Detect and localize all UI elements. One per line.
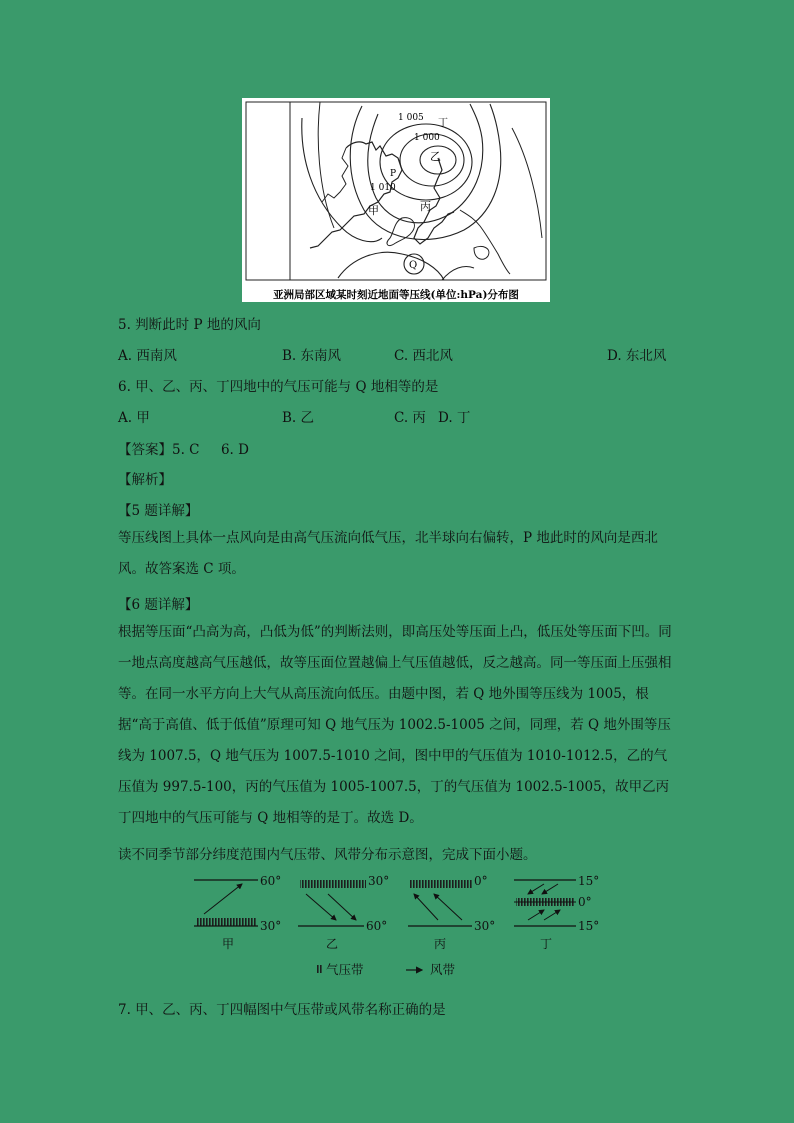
q7-stem: 7. 甲、乙、丙、丁四幅图中气压带或风带名称正确的是 <box>118 1002 446 1018</box>
q5-option-c[interactable]: C. 西北风 <box>394 348 453 364</box>
panel-ding-mid-label: 0° <box>578 895 592 909</box>
isobar-map <box>242 98 550 302</box>
panel-ding-top-label: 15° <box>578 874 600 888</box>
q5-options <box>118 344 678 364</box>
q6-option-a[interactable]: A. 甲 <box>118 410 150 426</box>
panel-yi <box>298 874 389 951</box>
panel-jia-top-label: 60° <box>260 874 282 888</box>
panel-bing-name: 丙 <box>434 937 447 951</box>
q5-option-d[interactable]: D. 东北风 <box>607 348 667 364</box>
q5-option-a[interactable]: A. 西南风 <box>118 348 177 364</box>
q6-stem: 6. 甲、乙、丙、丁四地中的气压可能与 Q 地相等的是 <box>118 379 439 395</box>
panel-jia-name: 甲 <box>222 937 235 951</box>
intro-text: 读不同季节部分纬度范围内气压带、风带分布示意图，完成下面小题。 <box>118 847 537 863</box>
legend-belt-label: 气压带 <box>326 962 364 977</box>
q6-option-b[interactable]: B. 乙 <box>282 410 315 426</box>
panel-ding-name: 丁 <box>540 937 553 951</box>
figure1-caption: 亚洲局部区域某时刻近地面等压线(单位:hPa)分布图 <box>273 289 519 301</box>
q6-option-d[interactable]: D. 丁 <box>438 410 471 426</box>
legend-belt-swatch <box>316 965 322 973</box>
label-p: P <box>390 169 397 179</box>
q6-options <box>118 406 678 426</box>
panel-jia-bottom-label: 30° <box>260 919 282 933</box>
legend-wind-label: 风带 <box>430 962 456 977</box>
label-1010: 1 010 <box>370 183 396 193</box>
q5-stem: 5. 判断此时 P 地的风向 <box>118 317 261 333</box>
panel-jia <box>194 874 281 951</box>
panel-ding-bottom-label: 15° <box>578 919 600 933</box>
label-jia: 甲 <box>368 204 379 217</box>
detail-6-text: 根据等压面“凸高为高，凸低为低”的判断法则，即高压处等压面上凸，低压处等压面下凹。同一地点高度越高气压越低，故等压面位置越偏上气压值越低，反之越高。同一等压面上压强相等。在同一水平方向上大气从高压流向低压。由题中图，若 Q 地外围等压线为 1005，根据“高于高值、低于低值”原理可知 Q 地气压为 1002.5-1005 之间，同理，若 Q 地外围等压线为 1007.5，Q 地气压为 1007.5-1010 之间，图中甲的气压值为 1010-1012.5，乙的气压值为 997.5-100，丙的气压值为 1005-1007.5，丁的气压值为 1002.5-1005，故甲乙丙丁四地中的气压可能与 Q 地相等的是丁。故选 D。 <box>118 624 672 826</box>
label-yi: 乙 <box>430 150 441 163</box>
panel-bing-top-label: 0° <box>474 874 488 888</box>
label-1000: 1 000 <box>414 133 440 143</box>
detail-5-title: 【5 题详解】 <box>118 503 199 519</box>
label-q: Q <box>409 260 418 271</box>
pressure-wind-belts-figure <box>188 868 608 983</box>
belts-legend <box>316 962 456 977</box>
panel-yi-name: 乙 <box>326 937 339 951</box>
answer-line: 【答案】5. C 6. D <box>118 442 249 458</box>
panel-bing <box>408 874 495 951</box>
label-1005: 1 005 <box>398 113 424 123</box>
panel-bing-bottom-label: 30° <box>474 919 496 933</box>
analysis-title: 【解析】 <box>118 472 172 488</box>
label-bing: 丙 <box>420 200 431 213</box>
panel-yi-bottom-label: 60° <box>366 919 388 933</box>
q5-option-b[interactable]: B. 东南风 <box>282 348 342 364</box>
q6-option-c[interactable]: C. 丙 <box>394 410 426 426</box>
detail-6-title: 【6 题详解】 <box>118 597 199 613</box>
isobar-map-figure <box>242 98 550 302</box>
belts-diagram <box>188 868 608 983</box>
panel-yi-top-label: 30° <box>368 874 390 888</box>
panel-ding <box>514 874 599 951</box>
label-ding: 丁 <box>438 118 448 129</box>
detail-5-text: 等压线图上具体一点风向是由高气压流向低气压，北半球向右偏转，P 地此时的风向是西北风。故答案选 C 项。 <box>118 530 658 577</box>
